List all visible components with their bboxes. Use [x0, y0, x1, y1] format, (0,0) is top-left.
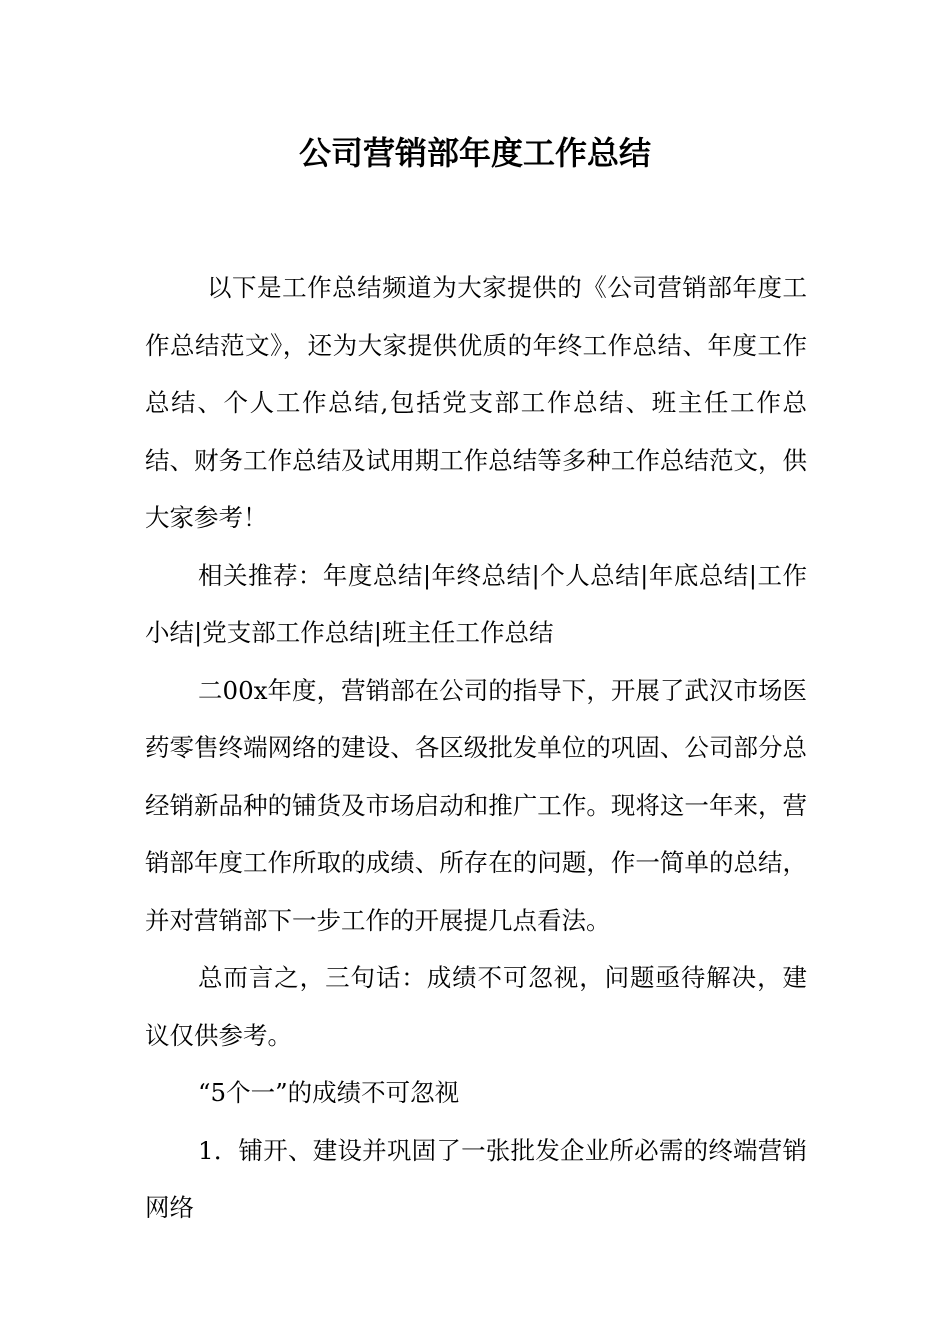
- related-recommendations-paragraph: 相关推荐：年度总结|年终总结|个人总结|年底总结|工作小结|党支部工作总结|班主任工作总结: [145, 560, 807, 647]
- intro-paragraph: 以下是工作总结频道为大家提供的《公司营销部年度工作总结范文》，还为大家提供优质的年终工作总结、年度工作总结、个人工作总结,包括党支部工作总结、班主任工作总结、财务工作总结及试用期工作总结等多种工作总结范文，供大家参考！: [145, 273, 807, 532]
- numbered-point-1: 1．铺开、建设并巩固了一张批发企业所必需的终端营销网络: [145, 1135, 807, 1222]
- summary-paragraph: 总而言之，三句话：成绩不可忽视，问题亟待解决，建议仅供参考。: [145, 963, 807, 1050]
- document-title: 公司营销部年度工作总结: [298, 134, 651, 172]
- annual-overview-paragraph: 二00x年度，营销部在公司的指导下，开展了武汉市场医药零售终端网络的建设、各区级批发单位的巩固、公司部分总经销新品种的铺货及市场启动和推广工作。现将这一年来，营销部年度工作所取的成绩、所存在的问题，作一简单的总结，并对营销部下一步工作的开展提几点看法。: [145, 675, 807, 935]
- section-heading: “5个一”的成绩不可忽视: [198, 1078, 460, 1107]
- document-body: [145, 259, 807, 1237]
